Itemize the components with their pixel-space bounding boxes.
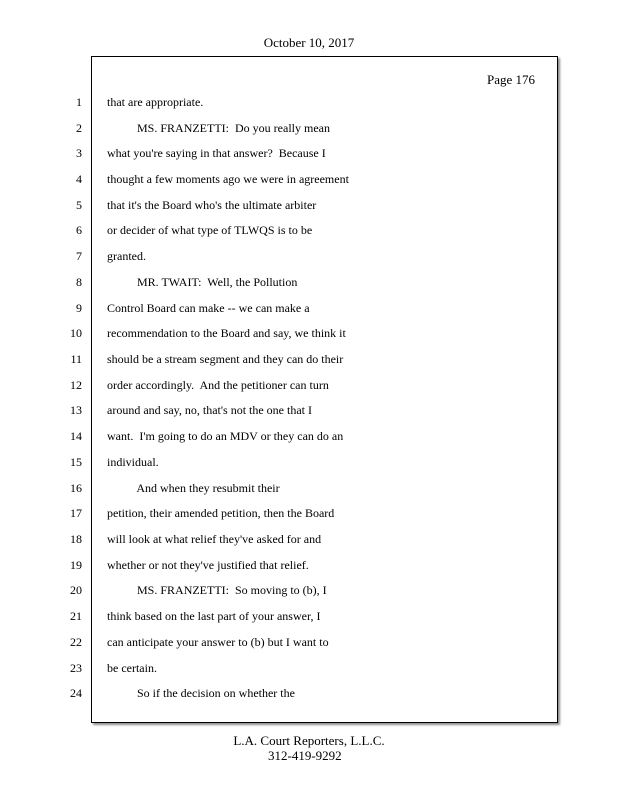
line-text: And when they resubmit their (107, 481, 280, 495)
line-text: MS. FRANZETTI: So moving to (b), I (107, 583, 327, 597)
transcript-line (0, 221, 560, 239)
transcript-line (0, 581, 560, 599)
line-number: 18 (70, 532, 82, 546)
transcript-line (0, 401, 560, 419)
line-number: 1 (76, 95, 82, 109)
line-text: recommendation to the Board and say, we think it (107, 326, 346, 340)
transcript-line (0, 93, 560, 111)
line-number: 8 (76, 275, 82, 289)
line-number: 2 (76, 121, 82, 135)
line-text: thought a few moments ago we were in agreement (107, 172, 349, 186)
line-number: 4 (76, 172, 82, 186)
transcript-line (0, 273, 560, 291)
line-text: what you're saying in that answer? Because I (107, 146, 326, 160)
transcript-line (0, 376, 560, 394)
line-number: 13 (70, 403, 82, 417)
line-number: 21 (70, 609, 82, 623)
line-text: that it's the Board who's the ultimate arbiter (107, 198, 317, 212)
line-text: be certain. (107, 661, 157, 675)
line-number: 6 (76, 223, 82, 237)
line-text: So if the decision on whether the (107, 686, 295, 700)
header-date: October 10, 2017 (263, 35, 355, 50)
transcript-line (0, 684, 560, 702)
line-text: will look at what relief they've asked for and (107, 532, 322, 546)
line-number: 19 (70, 558, 82, 572)
line-number: 10 (70, 326, 82, 340)
line-number: 24 (70, 686, 82, 700)
transcript-line (0, 659, 560, 677)
line-text: that are appropriate. (107, 95, 204, 109)
transcript-line (0, 324, 560, 342)
transcript-line (0, 607, 560, 625)
line-text: think based on the last part of your answer, I (107, 609, 321, 623)
line-number: 9 (76, 301, 82, 315)
footer-company: L.A. Court Reporters, L.L.C. (233, 733, 385, 748)
transcript-line (0, 453, 560, 471)
line-text: petition, their amended petition, then the Board (107, 506, 335, 520)
transcript-line (0, 530, 560, 548)
line-number: 3 (76, 146, 82, 160)
transcript-line (0, 144, 560, 162)
transcript-line (0, 427, 560, 445)
line-number: 23 (70, 661, 82, 675)
line-text: MR. TWAIT: Well, the Pollution (107, 275, 298, 289)
line-number: 16 (70, 481, 82, 495)
line-text: individual. (107, 455, 159, 469)
line-number: 5 (76, 198, 82, 212)
transcript-line (0, 170, 560, 188)
transcript-line (0, 247, 560, 265)
line-text: or decider of what type of TLWQS is to be (107, 223, 313, 237)
transcript-line (0, 556, 560, 574)
transcript-line (0, 196, 560, 214)
line-number: 11 (70, 352, 82, 366)
transcript-line (0, 479, 560, 497)
line-number: 22 (70, 635, 82, 649)
line-number: 15 (70, 455, 82, 469)
line-number: 7 (76, 249, 82, 263)
line-text: should be a stream segment and they can do their (107, 352, 344, 366)
line-text: granted. (107, 249, 146, 263)
line-text: MS. FRANZETTI: Do you really mean (107, 121, 330, 135)
transcript-line (0, 633, 560, 651)
line-number: 12 (70, 378, 82, 392)
footer-phone: 312-419-9292 (268, 748, 342, 763)
line-text: Control Board can make -- we can make a (107, 301, 310, 315)
line-text: can anticipate your answer to (b) but I want to (107, 635, 329, 649)
line-number: 20 (70, 583, 82, 597)
transcript-line (0, 350, 560, 368)
transcript-line (0, 299, 560, 317)
line-text: whether or not they've justified that relief. (107, 558, 309, 572)
line-text: want. I'm going to do an MDV or they can do an (107, 429, 344, 443)
transcript-line (0, 504, 560, 522)
line-text: order accordingly. And the petitioner can turn (107, 378, 329, 392)
transcript-line (0, 119, 560, 137)
line-text: around and say, no, that's not the one that I (107, 403, 313, 417)
page-number: Page 176 (487, 72, 536, 87)
line-number: 17 (70, 506, 82, 520)
line-number: 14 (70, 429, 82, 443)
